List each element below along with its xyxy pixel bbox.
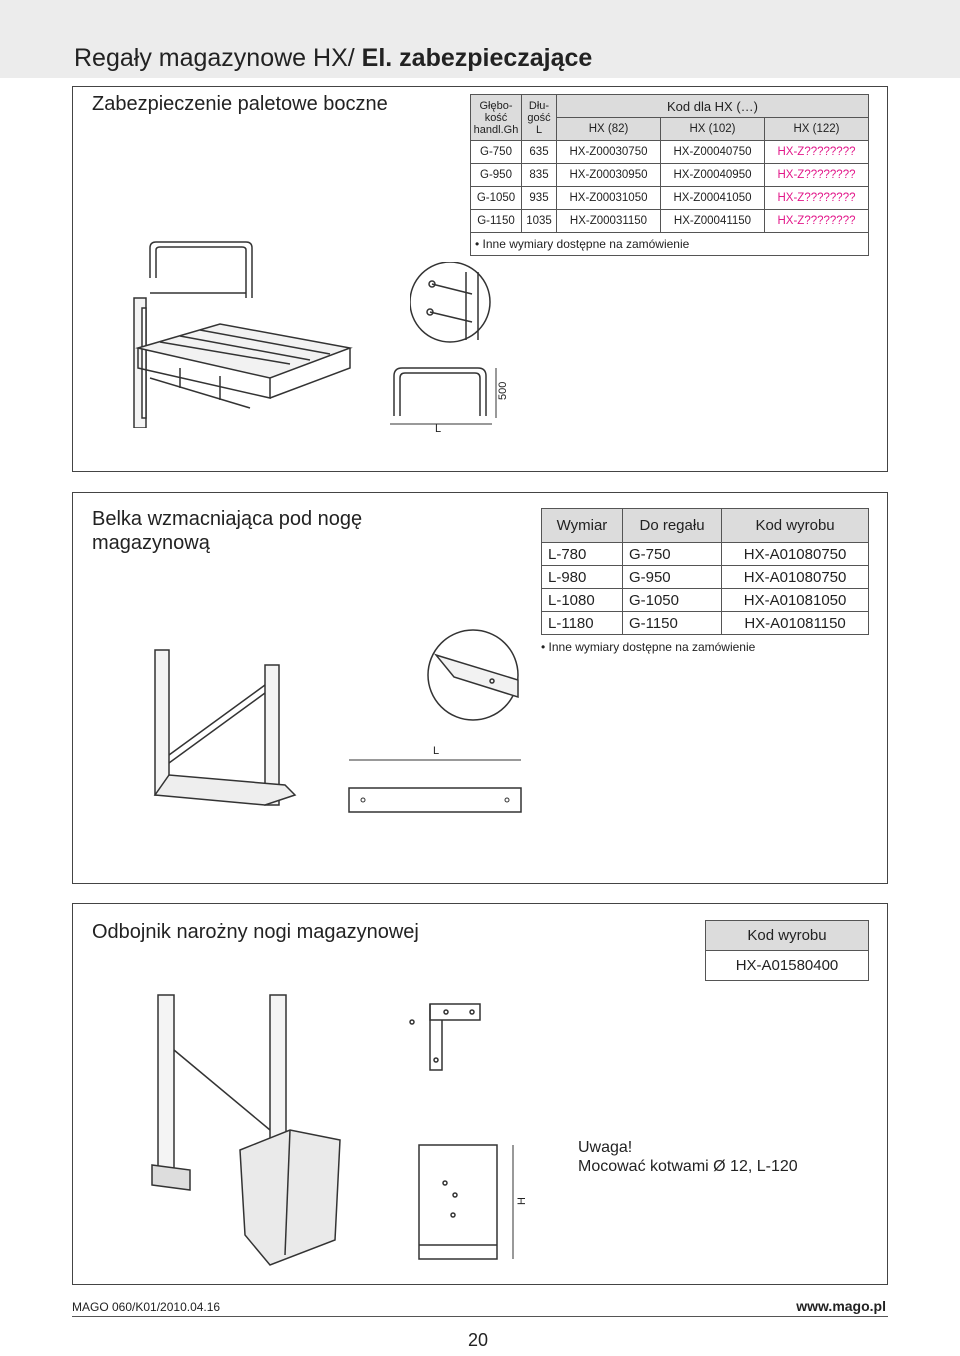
table-row	[542, 589, 869, 612]
cell: 935	[522, 187, 557, 210]
beam-drawing	[345, 740, 525, 820]
beam-note: • Inne wymiary dostępne na zamówienie	[541, 640, 756, 654]
cell: HX-Z????????	[765, 210, 869, 233]
side-guard-drawing	[380, 360, 520, 440]
rack-leg-beam-illustration	[145, 645, 305, 820]
cell: G-750	[471, 141, 522, 164]
cell: G-1150	[622, 612, 721, 635]
col-dimension: Wymiar	[542, 509, 623, 543]
corner-guard-top-view	[408, 1000, 488, 1080]
section-title-line1: Belka wzmacniająca pod nogę	[92, 508, 363, 530]
cell: HX-Z????????	[765, 187, 869, 210]
cell: 1035	[522, 210, 557, 233]
corner-guard-table	[705, 920, 869, 981]
col-code-header: Kod dla HX (…)	[557, 95, 869, 118]
corner-guard-rack-illustration	[150, 990, 350, 1270]
section-title-beam	[92, 507, 362, 555]
corner-guard-front-view	[405, 1135, 535, 1270]
cell: HX-Z00040750	[661, 141, 765, 164]
beam-detail-illustration	[418, 625, 528, 725]
doc-code: MAGO 060/K01/2010.04.16	[72, 1300, 221, 1314]
cell: L-1180	[542, 612, 623, 635]
subheader-hx102: HX (102)	[661, 118, 765, 141]
col-product-code: Kod wyrobu	[706, 921, 869, 951]
cell: G-950	[471, 164, 522, 187]
cell: HX-Z00041150	[661, 210, 765, 233]
cell: 835	[522, 164, 557, 187]
cell: G-1150	[471, 210, 522, 233]
cell: L-980	[542, 566, 623, 589]
table-row	[542, 612, 869, 635]
cell: HX-Z00040950	[661, 164, 765, 187]
bracket-detail-illustration	[410, 262, 520, 352]
warning-title: Uwaga!	[578, 1139, 633, 1156]
subheader-hx122: HX (122)	[765, 118, 869, 141]
side-guard-table	[470, 94, 869, 256]
cell: G-1050	[471, 187, 522, 210]
cell: HX-Z00041050	[661, 187, 765, 210]
title-normal: Regały magazynowe HX/	[74, 44, 355, 72]
col-rack: Do regału	[622, 509, 721, 543]
table-row	[542, 566, 869, 589]
table-row	[471, 187, 869, 210]
dim-height-label: 500	[497, 381, 509, 400]
cell: 635	[522, 141, 557, 164]
cell: HX-A01580400	[706, 951, 869, 981]
table-row	[471, 210, 869, 233]
col-product-code: Kod wyrobu	[722, 509, 869, 543]
cell: HX-A01081050	[722, 589, 869, 612]
cell: HX-A01080750	[722, 543, 869, 566]
cell: L-1080	[542, 589, 623, 612]
col-depth-header: Głębo- kość handl.Gh	[471, 95, 522, 141]
page-number: 20	[468, 1330, 489, 1350]
section-title-line2: magazynową	[92, 532, 210, 554]
section-title-corner-guard: Odbojnik narożny nogi magazynowej	[92, 921, 419, 943]
table-row	[471, 164, 869, 187]
cell: HX-Z????????	[765, 164, 869, 187]
col-length-header: Dłu- gość L	[522, 95, 557, 141]
cell: L-780	[542, 543, 623, 566]
cell: HX-A01080750	[722, 566, 869, 589]
cell: HX-Z00031150	[557, 210, 661, 233]
page-title	[74, 44, 592, 73]
table-row	[471, 141, 869, 164]
table-row	[542, 543, 869, 566]
website-link[interactable]: www.mago.pl	[796, 1298, 886, 1314]
corner-dim-height: H	[516, 1197, 528, 1205]
beam-dim-length: L	[433, 745, 440, 757]
cell: HX-A01081150	[722, 612, 869, 635]
pallet-rack-illustration	[120, 238, 360, 428]
cell: G-750	[622, 543, 721, 566]
table-note: • Inne wymiary dostępne na zamówienie	[471, 233, 869, 256]
section-title-side-guard: Zabezpieczenie paletowe boczne	[92, 93, 388, 115]
subheader-hx82: HX (82)	[557, 118, 661, 141]
cell: HX-Z00030750	[557, 141, 661, 164]
warning-text: Mocować kotwami Ø 12, L-120	[578, 1158, 798, 1175]
cell: HX-Z00031050	[557, 187, 661, 210]
footer-divider	[72, 1316, 888, 1317]
cell: HX-Z????????	[765, 141, 869, 164]
cell: G-1050	[622, 589, 721, 612]
beam-table	[541, 508, 869, 635]
table-row	[706, 951, 869, 981]
title-bold: El. zabezpieczające	[361, 44, 593, 72]
warning-note	[578, 1138, 798, 1176]
dim-length-label: L	[435, 423, 442, 435]
cell: HX-Z00030950	[557, 164, 661, 187]
cell: G-950	[622, 566, 721, 589]
